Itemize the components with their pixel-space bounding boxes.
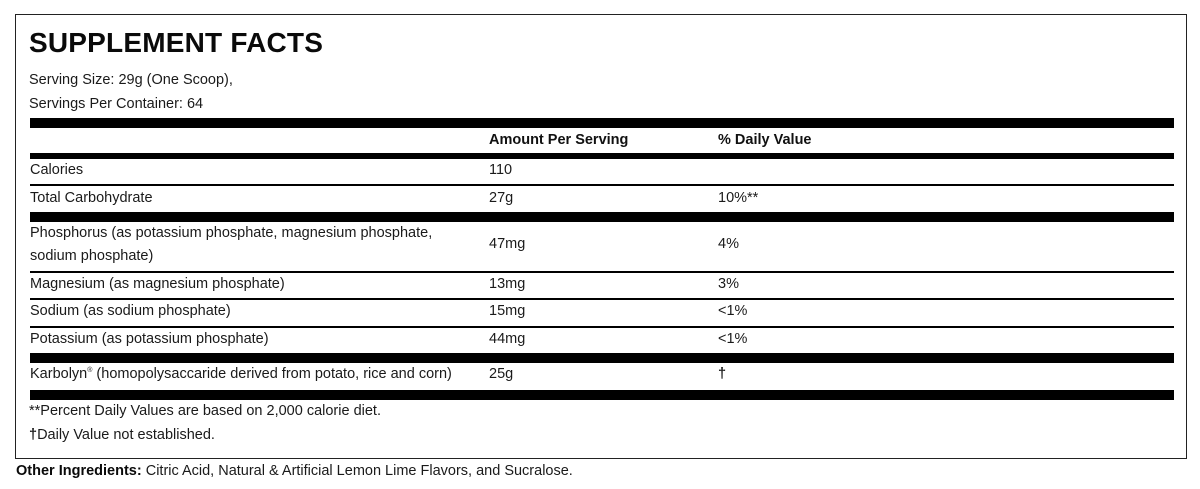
row-potassium-name: Potassium (as potassium phosphate): [30, 331, 269, 347]
row-phosphorus-dv: 4%: [718, 236, 739, 252]
row-sodium-amount: 15mg: [489, 303, 526, 319]
thick-divider-mid: [30, 212, 1174, 222]
dagger-symbol: †: [29, 427, 38, 443]
row-karbolyn-name: [30, 363, 452, 386]
karbolyn-label: Karbolyn: [30, 366, 88, 382]
row-potassium-dv: <1%: [718, 331, 748, 347]
row-potassium-amount: 44mg: [489, 331, 526, 347]
other-ingredients-label: Other Ingredients:: [16, 463, 142, 479]
karbolyn-description: (homopolysaccaride derived from potato, rice and corn): [92, 366, 452, 382]
row-sodium-dv: <1%: [718, 303, 748, 319]
row-phosphorus-name-line2: sodium phosphate): [30, 248, 154, 264]
row-magnesium-amount: 13mg: [489, 276, 526, 292]
row-divider: [30, 184, 1174, 186]
other-ingredients-text: Citric Acid, Natural & Artificial Lemon Lime Flavors, and Sucralose.: [141, 463, 573, 479]
row-sodium-name: Sodium (as sodium phosphate): [30, 303, 231, 319]
servings-per-container: Servings Per Container: 64: [29, 96, 204, 112]
thick-divider-top: [30, 118, 1174, 128]
other-ingredients: [16, 462, 573, 480]
row-magnesium-name: Magnesium (as magnesium phosphate): [30, 276, 285, 292]
supplement-facts-panel: [15, 14, 1187, 459]
row-phosphorus-amount: 47mg: [489, 236, 526, 252]
registered-mark: ®: [87, 367, 93, 375]
header-amount-per-serving: Amount Per Serving: [489, 132, 629, 148]
dagger-note-text: Daily Value not established.: [37, 427, 215, 443]
footnote-percent-daily-values: **Percent Daily Values are based on 2,000 calorie diet.: [29, 403, 381, 419]
row-magnesium-dv: 3%: [718, 276, 739, 292]
medium-divider-header: [30, 153, 1174, 159]
row-carbohydrate-dv: 10%**: [718, 190, 759, 206]
row-carbohydrate-amount: 27g: [489, 190, 514, 206]
row-calories-name: Calories: [30, 162, 84, 178]
footnote-dagger: [29, 426, 215, 444]
row-carbohydrate-name: Total Carbohydrate: [30, 190, 153, 206]
thick-divider-bottom: [30, 390, 1174, 400]
header-daily-value: % Daily Value: [718, 132, 812, 148]
thick-divider-lower: [30, 353, 1174, 363]
panel-title: SUPPLEMENT FACTS: [29, 27, 324, 58]
row-phosphorus-name-line1: Phosphorus (as potassium phosphate, magnesium phosphate,: [30, 225, 433, 241]
row-calories-amount: 110: [489, 162, 513, 178]
row-karbolyn-dv: †: [718, 366, 727, 382]
serving-size: Serving Size: 29g (One Scoop),: [29, 72, 233, 88]
row-karbolyn-amount: 25g: [489, 366, 514, 382]
